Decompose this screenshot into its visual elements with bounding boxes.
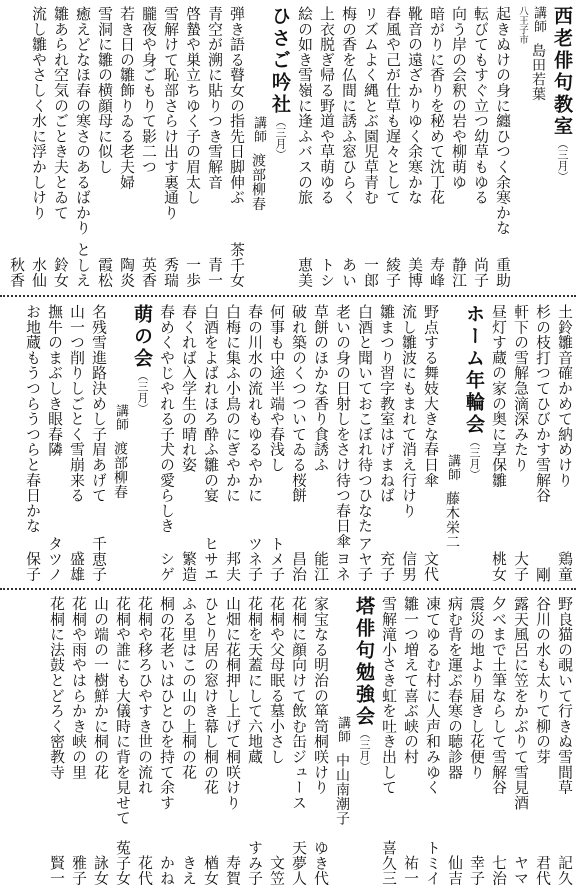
haiku-author: 仙吉 [446,855,463,886]
haiku-author: トメ子 [268,536,285,582]
haiku-line: 白酒と聞いておこぼれ待つひなた アヤ子 [356,304,373,582]
haiku-author: 祐一 [402,855,419,886]
haiku-author: 賢一 [48,855,65,886]
haiku-line: 雛一つ増えて喜ぶ峡の村 祐一 [402,596,419,886]
haiku-line: 山一つ削りしごとく雪崩来る 盛雄 [68,304,85,582]
haiku-author: 信男 [400,551,417,582]
haiku-line: 土鈴雛音確かめて納めけり 鶏童 [556,304,573,582]
haiku-line: 山の端の一樹鮮かに桐の花 詠女 [92,596,109,886]
haiku-line: 暗がりに香りを秘めて沈丁花 寿峰 [428,6,445,288]
haiku-author: 水仙 [30,257,47,288]
haiku-line [6,6,26,288]
haiku-line: 花桐や誰にも大儀時に背を見せて 菟子女 [114,596,131,886]
haiku-line: 凍てゆるむ村に人声和みゆく トミイ [424,596,441,886]
haiku-author: 君代 [534,855,551,886]
haiku-line: 朧夜や身ごもりて影二つ 英香 [140,6,157,288]
haiku-author: トミイ [424,840,441,886]
haiku-author: 鈴女 [52,257,69,288]
haiku-author: 秀瑞 [162,257,179,288]
haiku-author: 花代 [136,855,153,886]
haiku-author: 昌治 [290,551,307,582]
group-teacher: 講師渡部柳春 [112,404,128,499]
haiku-author: 寿峰 [428,257,445,288]
haiku-author: ヨネ [334,551,351,582]
haiku-line: 何事も中途半端や春浅し トメ子 [268,304,285,582]
haiku-author: あい [340,257,357,288]
haiku-author: タツノ [46,536,63,582]
haiku-line: リズムよく縄とぶ園児草青む 一郎 [362,6,379,288]
haiku-line: 花桐を天蓋にして六地蔵 すみ子 [246,596,263,886]
haiku-line: 雪解滝小さき虹を吐き出して 喜久三 [380,596,397,886]
haiku-line: 雛あられ空気のごとき夫とゐて 鈴女 [52,6,69,288]
group-teacher: 講師中山南潮子 [334,716,350,826]
group-title: 西老俳句教室（三月） [551,6,573,182]
haiku-author: トシ [318,257,335,288]
haiku-line: 夕べまで土筆ならして雪解谷 七治 [490,596,507,886]
group-title: ホーム年輪会（三月） [463,304,485,480]
haiku-author: としえ [74,242,91,288]
haiku-line: 癒えどなほ春の寒さのあるばかり としえ [74,6,91,288]
haiku-line: 病む背を運ぶ春寒の聴診器 仙吉 [446,596,463,886]
haiku-author: 静江 [450,257,467,288]
haiku-line: 野良猫の覗いて行きぬ雪間草 記久 [556,596,573,886]
haiku-author: 茶千女 [228,242,245,288]
haiku-line: 野点する舞妓大きな春日傘 文代 [422,304,439,582]
haiku-line: 靴音の遠ざかりゆく余寒かな 美博 [406,6,423,288]
group-title: ひさご吟社（三月） [269,6,291,160]
haiku-line: 絵の如き雪嶺に逢ふバスの旅 恵美 [296,6,313,288]
haiku-author: 幸子 [468,855,485,886]
haiku-author: きえ [180,855,197,886]
haiku-line: 春くれば入学生の晴れ姿 繁造 [180,304,197,582]
tier-middle [2,304,574,582]
haiku-author: 能江 [312,551,329,582]
group-teacher: 講師渡部柳春 [250,116,266,211]
group-title: 萌の会（三月） [131,304,153,414]
haiku-author: 一歩 [184,257,201,288]
haiku-author: 充子 [378,551,395,582]
haiku-line: 花桐や父母眠る墓小さし 文笠 [268,596,285,886]
haiku-line: 春風や己が仕草も遅々として 綾子 [384,6,401,288]
haiku-line: 花桐に顔向けて飲む缶ジュース 天夢人 [290,596,307,886]
haiku-line: 谷川の水も太りて柳の芽 君代 [534,596,551,886]
haiku-line: 桐の花老いはひとひを持て余す かね [158,596,175,886]
haiku-author: 文代 [422,551,439,582]
tier-top [2,6,574,288]
group-title: 塔俳句勉強会（三月） [353,596,375,772]
haiku-line: 流し雛波にもまれて消え行けり 信男 [400,304,417,582]
haiku-line: 家宝なる明治の箪笥桐咲けり ゆき代 [312,596,329,886]
haiku-line: お地蔵もうつらうつらと春日かな 保子 [24,304,41,582]
haiku-line: 破れ築のくつついてゐる桜餅 昌治 [290,304,307,582]
haiku-author: シゲ [158,551,175,582]
haiku-line: 山畑に花桐押し上げて桐咲けり 寿賀 [224,596,241,886]
haiku-line: 杉の枝打つてひびかす雪解谷 剛 [534,304,551,582]
haiku-line: 転びてもすぐ立つ幼草もゆる 尚子 [472,6,489,288]
tier-divider [0,588,576,590]
haiku-line: 白酒をよばれほろ酔ふ雛の宴 ヒサエ [202,304,219,582]
haiku-line: 名残雪進路決めし子眉あげて 千恵子 [90,304,107,582]
haiku-author: 大子 [512,551,529,582]
teacher-place: 八王子市 [517,6,528,44]
haiku-author: ヒサエ [202,536,219,582]
haiku-line: 老いの身の日射しをさけ待つ春日傘 ヨネ [334,304,351,582]
haiku-author: 天夢人 [290,840,307,886]
haiku-line: 流し雛やさしく水に浮かしけり 水仙 [30,6,47,288]
haiku-line: 軒下の雪解急滴深みたり 大子 [512,304,529,582]
haiku-author: かね [158,855,175,886]
haiku-line: 起きぬけの身に纏ひつく余寒かな 重助 [494,6,511,288]
haiku-line: 春の川水の流れもゆるやかに ツネ子 [246,304,263,582]
tier-bottom [2,596,574,886]
haiku-author: 千恵子 [90,536,107,582]
haiku-author: 邦夫 [224,551,241,582]
haiku-line: 露天風呂に笠をかぶりて雪見酒 ヤマ [512,596,529,886]
haiku-author: 保子 [24,551,41,582]
haiku-line: 啓蟄や巣立ちゆく子の眉太し 一歩 [184,6,201,288]
haiku-author: ヤマ [512,855,529,886]
haiku-author: 楢女 [202,855,219,886]
haiku-author: ゆき代 [312,840,329,886]
haiku-author: 陶炎 [118,257,135,288]
haiku-author: 鶏童 [556,551,573,582]
haiku-author: 英香 [140,257,157,288]
haiku-author: 菟子女 [114,840,131,886]
haiku-line: ふる里はこの山の上桐の花 きえ [180,596,197,886]
haiku-author: 尚子 [472,257,489,288]
haiku-line: 梅の香を仏間に誘ふ窓ひらく あい [340,6,357,288]
haiku-line: 昼灯す蔵の家の奥に享保雛 桃女 [490,304,507,582]
haiku-line: 雛まつり習字教室はげまねば 充子 [378,304,395,582]
haiku-author: 詠女 [92,855,109,886]
group-teacher: 講師島田若葉 [530,6,546,101]
haiku-author: すみ子 [246,840,263,886]
haiku-line: 花桐に法鼓とどろく密教寺 賢一 [48,596,65,886]
haiku-line: 撫牛のまぶしき眼春隣 タツノ [46,304,63,582]
haiku-author: 重助 [494,257,511,288]
haiku-author: 喜久三 [380,840,397,886]
haiku-line: 草餅のほかな香り食誘ふ 能江 [312,304,329,582]
haiku-author: 恵美 [296,257,313,288]
haiku-author: 寿賀 [224,855,241,886]
haiku-line: 花桐や移ろひやすき世の流れ 花代 [136,596,153,886]
haiku-author: 桃女 [490,551,507,582]
haiku-line: 向う岸の会釈の岩や柳萌ゆ 静江 [450,6,467,288]
haiku-author: 美博 [406,257,423,288]
haiku-author: 一郎 [362,257,379,288]
haiku-author: 雅子 [70,855,87,886]
haiku-line: 弾き語る瞽女の指先日脚伸ぶ 茶千女 [228,6,245,288]
haiku-author: 文笠 [268,855,285,886]
haiku-author: 青一 [206,257,223,288]
group-teacher: 講師藤木栄二 [444,454,460,549]
haiku-line: 春めくやじやれる子犬の愛らしき シゲ [158,304,175,582]
haiku-line: ひとり居の窓けき幕し桐の花 楢女 [202,596,219,886]
haiku-author: 秋香 [8,257,25,288]
haiku-author: アヤ子 [356,536,373,582]
haiku-line: 雪洞に雛の横顔母に似し 霞松 [96,6,113,288]
haiku-line: 雪解けて恥部さらけ出す裏通り 秀瑞 [162,6,179,288]
haiku-line: 青空が溯に貼りつき雪解音 青一 [206,6,223,288]
haiku-author: 剛 [534,566,551,582]
haiku-author: 盛雄 [68,551,85,582]
haiku-author: 霞松 [96,257,113,288]
haiku-author: 七治 [490,855,507,886]
haiku-line: 白梅に集ふ小鳥のにぎやかに 邦夫 [224,304,241,582]
haiku-author: ツネ子 [246,536,263,582]
haiku-line: 若き日の雛飾りゐる老夫婦 陶炎 [118,6,135,288]
tier-divider [0,295,576,297]
haiku-line: 花桐や雨やはらかき峡の里 雅子 [70,596,87,886]
haiku-author: 記久 [556,855,573,886]
haiku-line: 上衣脱ぎ帰る野道や草萌ゆる トシ [318,6,335,288]
haiku-line: 震災の地より届きし花便り 幸子 [468,596,485,886]
haiku-author: 綾子 [384,257,401,288]
haiku-author: 繁造 [180,551,197,582]
